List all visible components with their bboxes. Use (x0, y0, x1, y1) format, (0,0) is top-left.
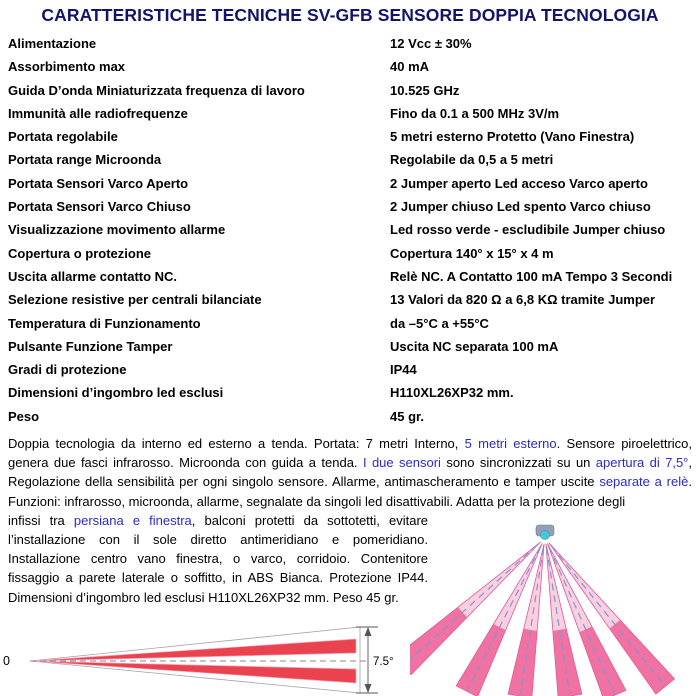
spec-label: Assorbimento max (8, 59, 126, 75)
spec-value: 45 gr. (390, 408, 424, 424)
spec-label: Portata Sensori Varco Aperto (8, 175, 189, 191)
spec-row (0, 243, 700, 266)
spec-label: Visualizzazione movimento allarme (8, 222, 226, 238)
spec-value: 40 mA (390, 59, 430, 75)
spec-row (0, 103, 700, 126)
spec-label: Portata Sensori Varco Chiuso (8, 199, 191, 215)
description-part2 (8, 511, 428, 607)
spec-row (0, 33, 700, 56)
spec-row (0, 219, 700, 242)
spec-value: 12 Vcc ± 30% (390, 36, 472, 51)
spec-row (0, 359, 700, 382)
spec-value: Uscita NC separata 100 mA (390, 338, 559, 354)
beam-fan-svg (410, 524, 700, 696)
spec-value: Relè NC. A Contatto 100 mA Tempo 3 Secondi (390, 268, 673, 284)
spec-label: Gradi di protezione (8, 362, 127, 378)
angle-label: 7.5° (373, 656, 394, 668)
spec-value: Regolabile da 0,5 a 5 metri (390, 152, 554, 168)
sensor-icon (536, 525, 554, 540)
description-segment: sono sincronizzati su un (440, 455, 596, 471)
spec-label: Portata regolabile (8, 129, 118, 145)
description-segment: . Sensore piroelettrico, genera due fasci infrarosso. Microonda con guida a tenda. (8, 436, 693, 471)
spec-label: Immunità alle radiofrequenze (8, 105, 188, 121)
spec-label: Guida D’onda Miniaturizzata frequenza di lavoro (8, 82, 305, 98)
spec-value: Copertura 140° x 15° x 4 m (390, 245, 554, 261)
beam-wedge (30, 627, 366, 693)
spec-row (0, 313, 700, 336)
spec-row (0, 173, 700, 196)
spec-value: IP44 (390, 362, 417, 378)
spec-label: Alimentazione (8, 36, 97, 51)
description-part1 (8, 434, 692, 511)
spec-label: Dimensioni d’ingombro led esclusi (8, 385, 224, 401)
description-segment: infissi tra (8, 512, 74, 528)
spec-row (0, 126, 700, 149)
spec-value: da –5°C a +55°C (390, 315, 489, 331)
description-segment: , Regolazione della sensibilità per ogni singolo sensore. Allarme, antimascheramento e tamper uscite (8, 455, 693, 490)
spec-label: Selezione resistive per centrali bilanciate (8, 292, 262, 308)
spec-label: Temperatura di Funzionamento (8, 315, 201, 331)
spec-value: Fino da 0.1 a 500 MHz 3V/m (390, 105, 560, 121)
description-segment: apertura di 7,5° (595, 455, 689, 471)
spec-label: Uscita allarme contatto NC. (8, 268, 178, 284)
spec-value: 10.525 GHz (390, 82, 460, 98)
spec-label: Copertura o protezione (8, 245, 152, 261)
spec-value: H110XL26XP32 mm. (390, 385, 514, 401)
spec-row (0, 406, 700, 429)
spec-value: Led rosso verde - escludibile Jumper chiuso (390, 222, 666, 238)
origin-label: 0 (3, 654, 10, 668)
beam-side-view-diagram (0, 594, 400, 696)
description-segment: persiana e finestra (73, 512, 192, 528)
spec-row (0, 266, 700, 289)
description-segment: . Funzioni: infrarosso, microonda, allarme, segnalate da singoli led disattivabili. Adatta per la protezione degli (8, 474, 692, 509)
beam-rays (410, 525, 675, 696)
spec-row (0, 196, 700, 219)
spec-label: Peso (8, 408, 40, 424)
spec-value: 2 Jumper aperto Led acceso Varco aperto (390, 175, 648, 191)
spec-value: 2 Jumper chiuso Led spento Varco chiuso (390, 199, 651, 215)
spec-row (0, 336, 700, 359)
description-segment: I due sensori (362, 455, 441, 471)
spec-row (0, 382, 700, 405)
spec-label: Pulsante Funzione Tamper (8, 338, 173, 354)
spec-label: Portata range Microonda (8, 152, 162, 168)
spec-row (0, 80, 700, 103)
description-segment: 5 metri esterno (464, 436, 557, 452)
page-title: CARATTERISTICHE TECNICHE SV-GFB SENSORE DOPPIA TECNOLOGIA (41, 5, 659, 25)
spec-value: 5 metri esterno Protetto (Vano Finestra) (390, 129, 635, 145)
spec-row (0, 149, 700, 172)
spec-value: 13 Valori da 820 Ω a 6,8 KΩ tramite Jumper (390, 292, 656, 308)
spec-row (0, 289, 700, 312)
beam-side-view-svg (0, 594, 400, 696)
spec-table (0, 33, 700, 429)
spec-row (0, 56, 700, 79)
description-segment: Doppia tecnologia da interno ed esterno a tenda. Portata: 7 metri Interno, (8, 436, 465, 452)
description-segment: separate a relè (599, 474, 689, 490)
description-segment: , balconi protetti da sottotetti, evitare l’installazione con il sole diretto antimeridiano e pomeridiano. Installazione centro vano finestra, o varco, corridoio. Contenitore fissaggio a parete laterale o soffitto, in ABS Bianca. Protezione IP44. Dimensioni d’ingombro led esclusi H110XL26XP32 mm. Peso 45 gr. (8, 512, 429, 605)
beam-fan-diagram (410, 524, 700, 696)
